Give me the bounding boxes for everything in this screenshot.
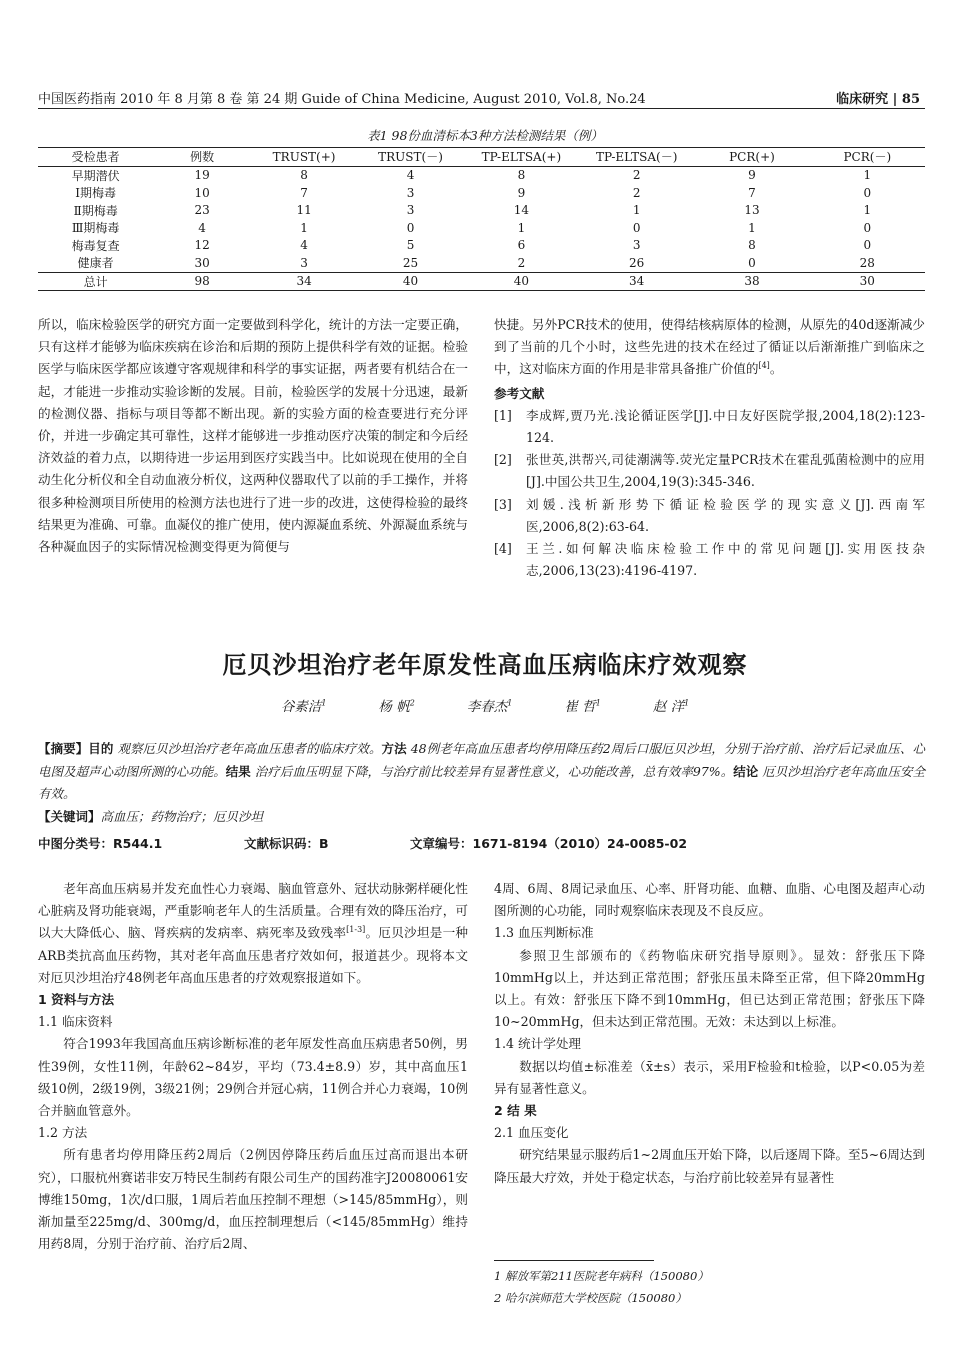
body-paragraph: 研究结果显示服药后1~2周血压开始下降，以后逐周下降。至5~6周达到降压最大疗效，并处于稳定状态，与治疗前比较差异有显著性 (494, 1147, 925, 1185)
table-cell: 早期潜伏 (71, 168, 120, 183)
footnote-affiliation-1: 1 解放军第211医院老年病科（150080） (494, 1269, 709, 1283)
body-left-column (38, 878, 468, 1255)
table-header-cell: TP-ELTSA(+) (481, 149, 562, 164)
author: 李春杰$^1$ (466, 698, 513, 715)
table-row (38, 272, 925, 291)
table-header-cell: PCR(－) (843, 150, 892, 165)
table-cell: 6 (517, 238, 526, 253)
article-title: 厄贝沙坦治疗老年原发性高血压病临床疗效观察 (222, 651, 748, 679)
table-cell: 34 (579, 272, 694, 291)
table-header-cell: TRUST(－) (378, 150, 443, 165)
table-cell: 0 (632, 220, 641, 235)
table-cell: 0 (863, 220, 872, 235)
author-list (0, 695, 970, 715)
table-cell: 3 (406, 203, 415, 218)
table-cell: 30 (194, 255, 210, 270)
table-cell: 1 (300, 220, 308, 235)
section-heading: 1 资料与方法 (38, 992, 115, 1008)
reference-number: [1] (494, 407, 512, 423)
section-heading: 2 结 果 (494, 1103, 537, 1119)
table-cell: 1 (517, 220, 526, 235)
body-paragraph: 快捷。另外PCR技术的使用，使得结核病原体的检测，从原先的40d逐渐减少到了当前的几个小时，这些先进的技术在经过了循证以后渐渐推广到临床之中，这对临床方面的作用是非常具备推广价值的[4]。 (494, 317, 925, 377)
subsection-heading: 1.1 临床资料 (38, 1014, 113, 1030)
reference-list (494, 405, 925, 583)
author: 赵 洋$^1$ (652, 698, 690, 715)
footnote-affiliation-2: 2 哈尔滨师范大学校医院（150080） (494, 1291, 687, 1305)
reference-text: 王兰.如何解决临床检验工作中的常见问题[J].实用医技杂志,2006,13(23):4196-4197. (526, 541, 925, 579)
table-cell: 0 (406, 220, 415, 235)
table-cell: 28 (859, 255, 875, 270)
footnote-rule (494, 1260, 654, 1261)
body-paragraph: 老年高血压病易并发充血性心力衰竭、脑血管意外、冠状动脉粥样硬化性心脏病及肾功能衰竭，严重影响老年人的生活质量。合理有效的降压治疗，可以大大降低心、脑、肾疾病的发病率、病死率及致残率[1-3]。厄贝沙坦是一种ARB类抗高血压药物，其对老年高血压患者疗效如何，报道甚少。现将本文对厄贝沙坦治疗48例老年高血压患者的疗效观察报道如下。 (38, 881, 468, 985)
reference-item (494, 449, 925, 493)
table-cell: 26 (629, 255, 645, 270)
abstract: 【摘要】目的 观察厄贝沙坦治疗老年高血压患者的临床疗效。方法 48例老年高血压患者均停用降压药2周后口服厄贝沙坦，分别于治疗前、治疗后记录血压、心电图及超声心动图所测的心功能。结果 治疗后血压明显下降，与治疗前比较差异有显著性意义，心功能改善，总有效率97%。结论 厄贝沙坦治疗老年高血压安全有效。 【关键词】高血压；药物治疗；厄贝沙坦 (38, 741, 925, 824)
clc-number: 中图分类号：R544.1 (38, 836, 163, 851)
table-cell: 2 (632, 168, 641, 183)
document-code: 文献标识码：B (244, 836, 329, 851)
table-cell: 12 (194, 238, 210, 253)
table-cell: 40 (357, 272, 463, 291)
running-header-section-page: 临床研究 | 85 (836, 92, 920, 107)
table-row (38, 202, 925, 220)
subsection-heading: 1.2 方法 (38, 1125, 88, 1141)
table-row (38, 254, 925, 272)
table-cell: Ⅲ期梅毒 (71, 221, 120, 236)
table-cell: 1 (863, 203, 872, 218)
table-header-cell: PCR(+) (729, 149, 775, 164)
subsection-heading: 2.1 血压变化 (494, 1125, 569, 1141)
table-cell: 3 (632, 238, 641, 253)
reference-text: 李成辉,贾乃光.浅论循证医学[J].中日友好医院学报,2004,18(2):123-124. (526, 407, 925, 446)
table-cell: 10 (194, 185, 210, 200)
references-heading: 参考文献 (494, 385, 545, 401)
upper-left-column (38, 314, 468, 558)
table-cell: 7 (300, 185, 308, 200)
body-paragraph: 数据以均值±标准差（x̄±s）表示，采用F检验和t检验，以P<0.05为差异有显著性意义。 (494, 1058, 925, 1096)
body-right-column (494, 878, 925, 1189)
table-caption: 表1 98份血清标本3种方法检测结果（例） (367, 128, 603, 143)
table-row (38, 184, 925, 202)
table-cell: Ⅱ期梅毒 (73, 203, 118, 218)
reference-item (494, 405, 925, 449)
table-cell: 3 (406, 185, 415, 200)
table-cell: 2 (517, 255, 526, 270)
subsection-heading: 1.4 统计学处理 (494, 1036, 582, 1052)
table-cell: 25 (402, 255, 419, 270)
author: 崔 哲$^1$ (564, 698, 601, 715)
body-paragraph: 所有患者均停用降压药2周后（2例因停降压药后血压过高而退出本研究），口服杭州赛诺非安万特民生制药有限公司生产的国药准字J20080061安博维150mg，1次/d口服，1周后若血压控制不理想（>145/85mmHg），则渐加量至225mg/d、300mg/d，血压控制理想后（<145/85mmHg）维持用药8周，分别于治疗前、治疗后2周、 (38, 1147, 468, 1252)
table-cell: 13 (744, 203, 760, 218)
table-cell: 8 (300, 168, 308, 183)
table-cell: 8 (748, 238, 756, 253)
table-cell: 1 (863, 168, 872, 183)
table-cell: 7 (748, 185, 756, 200)
abstract-label: 【摘要】 (38, 741, 89, 756)
author: 杨 帆$^2$ (378, 698, 415, 715)
table-cell: 总计 (38, 272, 153, 291)
table-cell: 梅毒复查 (71, 238, 120, 253)
body-paragraph: 符合1993年我国高血压病诊断标准的老年原发性高血压病患者50例，男性39例，女性11例，年龄62~84岁，平均（73.4±8.9）岁，其中高血压1级10例，2级19例，3级21例；29例合并冠心病，11例合并心力衰竭，10例合并脑血管意外。 (38, 1036, 468, 1119)
table-header-cell: 受检患者 (71, 150, 120, 165)
reference-number: [2] (494, 452, 512, 468)
reference-number: [4] (494, 541, 512, 557)
table-cell: 1 (632, 203, 641, 218)
table-cell: 4 (406, 168, 415, 183)
table-cell: 4 (300, 238, 308, 253)
table-cell: 3 (300, 255, 308, 270)
body-paragraph: 所以，临床检验医学的研究方面一定要做到科学化，统计的方法一定要正确，只有这样才能够为临床疾病在诊治和后期的预防上提供科学有效的证据。检验医学与临床医学都应该遵守客观规律和科学的事实证据，两者要有机结合在一起，才能进一步推动实验诊断的发展。目前，检验医学的发展十分迅速，最新的检测仪器、指标与项目等都不断出现。新的实验方面的检查要进行充分评价，并进一步确定其可靠性，这样才能够进一步推动医疗决策的制定和今后经济效益的着力点，以期待进一步运用到医疗实践当中。比如说现在使用的全自动生化分析仪和全自动血液分析仪，这两种仪器取代了以前的手工操作，并将很多种检测项目所使用的检测方法也进行了进一步的改进，这使得检验的最终结果更为准确、可靠。血凝仪的推广使用，使内源凝血系统、外源凝血系统与各种凝血因子的实际情况检测变得更为简便与 (38, 317, 468, 555)
table-row (38, 237, 925, 255)
subsection-heading: 1.3 血压判断标准 (494, 925, 594, 941)
table-cell: 0 (748, 255, 756, 270)
results-table (38, 147, 925, 291)
table-header-row (38, 148, 925, 167)
table-cell: 4 (198, 220, 206, 235)
reference-text: 张世英,洪帮兴,司徒潮满等.荧光定量PCR技术在霍乱弧菌检测中的应用[J].中国公共卫生,2004,19(3):345-346. (526, 452, 925, 490)
table-cell: 8 (517, 168, 526, 183)
table-row (38, 219, 925, 237)
table-cell: 40 (464, 272, 579, 291)
table-cell: 19 (194, 168, 210, 183)
article-number: 文章编号：1671-8194（2010）24-0085-02 (410, 836, 688, 851)
keywords: 高血压；药物治疗；厄贝沙坦 (100, 808, 264, 824)
body-paragraph: 参照卫生部颁布的《药物临床研究指导原则》。显效：舒张压下降10mmHg以上，并达到正常范围；舒张压虽未降至正常，但下降20mmHg以上。有效：舒张压下降不到10mmHg，但已达到正常范围；舒张压下降10~20mmHg，但未达到正常范围。无效：未达到以上标准。 (494, 947, 925, 1030)
reference-item (494, 538, 925, 582)
table-cell: 11 (296, 203, 312, 218)
table-cell: 30 (810, 272, 925, 291)
table-cell: 0 (863, 238, 872, 253)
table-cell: 9 (748, 168, 756, 183)
table-header-cell: TRUST(+) (272, 149, 336, 164)
table-cell: 2 (632, 185, 641, 200)
table-cell: 38 (694, 272, 809, 291)
table-header-cell: TP-ELTSA(－) (595, 150, 678, 165)
table-cell: 23 (194, 203, 210, 218)
table-cell: 14 (513, 203, 530, 218)
keywords-label: 【关键词】 (38, 808, 101, 824)
table-cell: 9 (517, 185, 526, 200)
table-header-cell: 例数 (190, 150, 215, 165)
header-rule (38, 108, 925, 109)
table-cell: 0 (863, 185, 872, 200)
reference-item (494, 494, 925, 538)
table-cell: 1 (748, 220, 756, 235)
author: 谷素洁$^1$ (280, 698, 327, 715)
table-cell: Ⅰ期梅毒 (75, 186, 117, 201)
running-header-journal: 中国医药指南 2010 年 8 月第 8 卷 第 24 期 Guide of China Medicine, August 2010, Vol.8, No.24 (38, 92, 646, 107)
upper-right-column (494, 314, 925, 582)
table-row (38, 166, 925, 184)
reference-number: [3] (494, 496, 512, 512)
body-paragraph: 4周、6周、8周记录血压、心率、肝肾功能、血糖、血脂、心电图及超声心动图所测的心功能，同时观察临床表现及不良反应。 (494, 881, 925, 919)
table-cell: 34 (251, 272, 357, 291)
table-cell: 健康者 (77, 256, 114, 271)
reference-text: 刘媛.浅析新形势下循证检验医学的现实意义[J].西南军医,2006,8(2):63-64. (526, 496, 925, 534)
table-cell: 98 (153, 272, 251, 291)
table-cell: 5 (406, 238, 415, 253)
